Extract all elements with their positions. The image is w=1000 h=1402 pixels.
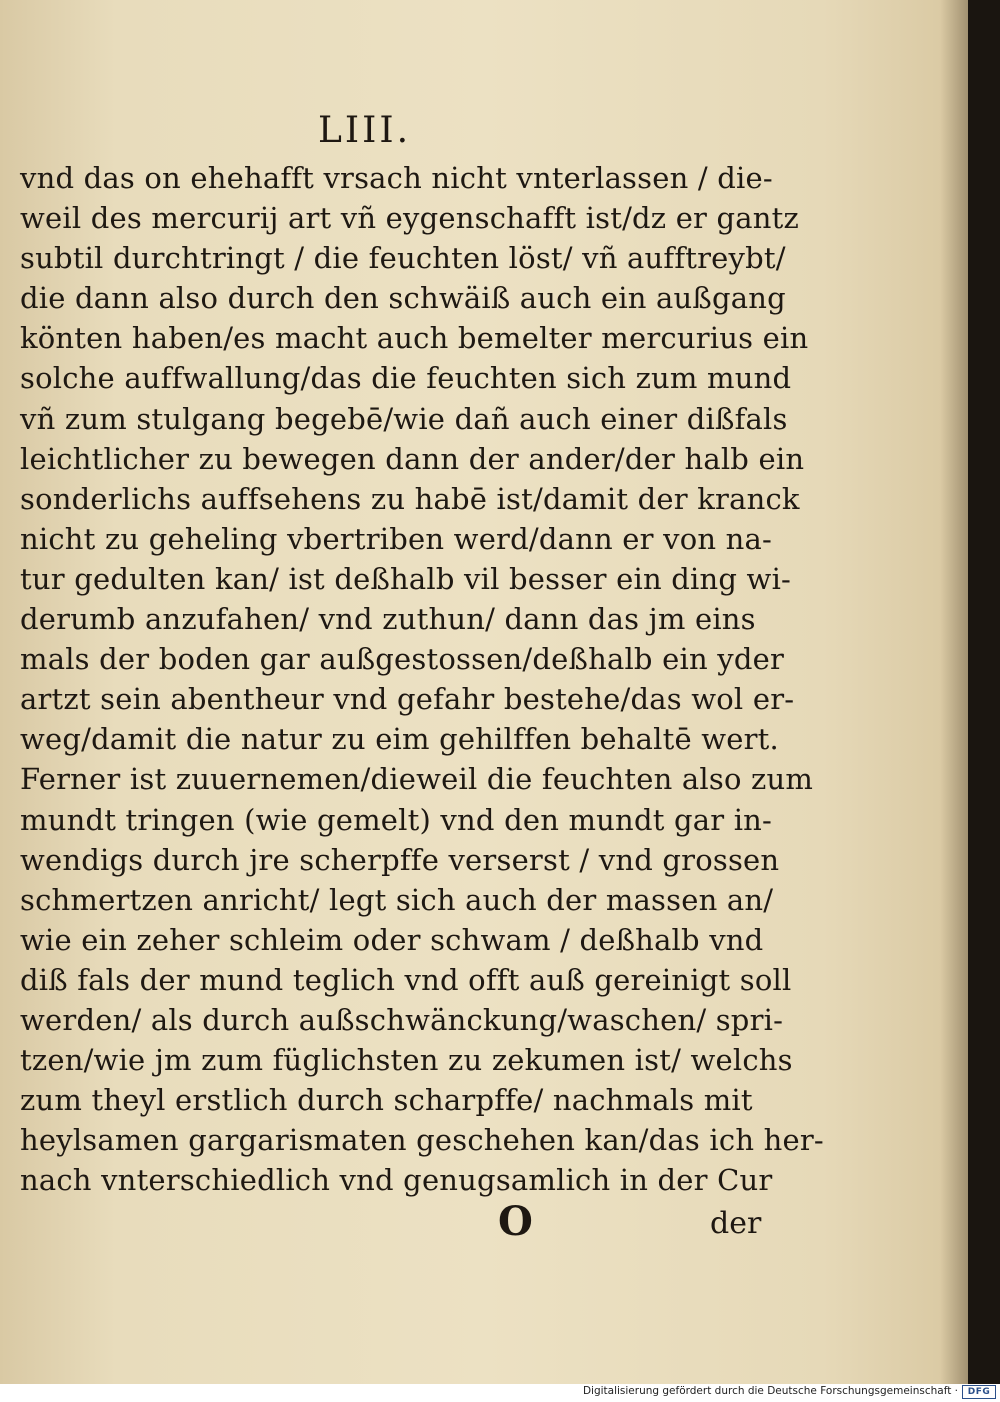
signature-mark: O — [498, 1198, 533, 1245]
text-line-6: solche auffwallung/das die feuchten sich zum mund — [20, 361, 792, 396]
text-line-12: derumb anzufahen/ vnd zuthun/ dann das jm eins — [20, 602, 756, 637]
text-line-21: diß fals der mund teglich vnd offt auß gereinigt soll — [20, 962, 792, 997]
text-line-19: schmertzen anricht/ legt sich auch der massen an/ — [20, 882, 774, 917]
text-line-5: könten haben/es macht auch bemelter mercurius ein — [20, 321, 809, 356]
text-line-20: wie ein zeher schleim oder schwam / deßhalb vnd — [20, 922, 764, 957]
footer-credit: Digitalisierung gefördert durch die Deutsche Forschungsgemeinschaft · — [582, 1385, 958, 1397]
text-line-3: subtil durchtringt / die feuchten löst/ vñ aufftreybt/ — [20, 241, 786, 276]
text-line-13: mals der boden gar außgestossen/deßhalb ein yder — [20, 642, 785, 677]
text-line-8: leichtlicher zu bewegen dann der ander/der halb ein — [20, 441, 805, 476]
text-line-11: tur gedulten kan/ ist deßhalb vil besser ein ding wi- — [20, 561, 792, 596]
text-line-4: die dann also durch den schwäiß auch ein außgang — [20, 281, 786, 316]
catchword: der — [710, 1206, 762, 1241]
text-line-9: sonderlichs auffsehens zu habē ist/damit der kranck — [20, 481, 800, 516]
text-line-15: weg/damit die natur zu eim gehilffen behaltē wert. — [20, 722, 779, 757]
text-line-23: tzen/wie jm zum füglichsten zu zekumen ist/ welchs — [20, 1043, 793, 1078]
text-line-7: vñ zum stulgang begebē/wie dañ auch einer dißfals — [20, 401, 788, 436]
dfg-logo-icon[interactable]: DFG — [962, 1385, 996, 1399]
text-line-18: wendigs durch jre scherpffe verserst / vnd grossen — [20, 842, 780, 877]
text-line-22: werden/ als durch außschwänckung/waschen/ spri- — [20, 1002, 784, 1037]
text-line-1: vnd das on ehehafft vrsach nicht vnterlassen / die- — [20, 161, 773, 195]
text-line-2: weil des mercurij art vñ eygenschafft ist/dz er gantz — [20, 201, 800, 236]
text-line-16: Ferner ist zuuernemen/dieweil die feuchten also zum — [20, 762, 814, 797]
text-line-24: zum theyl erstlich durch scharpffe/ nachmals mit — [20, 1083, 753, 1118]
text-line-17: mundt tringen (wie gemelt) vnd den mundt gar in- — [20, 802, 773, 837]
text-block — [20, 158, 824, 1200]
folio-number: LIII. — [318, 110, 412, 151]
text-line-14: artzt sein abentheur vnd gefahr bestehe/das wol er- — [20, 682, 795, 717]
text-line-26: nach vnterschiedlich vnd genugsamlich in der Cur — [20, 1163, 773, 1198]
text-line-25: heylsamen gargarismaten geschehen kan/das ich her- — [20, 1123, 824, 1158]
text-line-10: nicht zu geheling vbertriben werd/dann er von na- — [20, 521, 773, 556]
